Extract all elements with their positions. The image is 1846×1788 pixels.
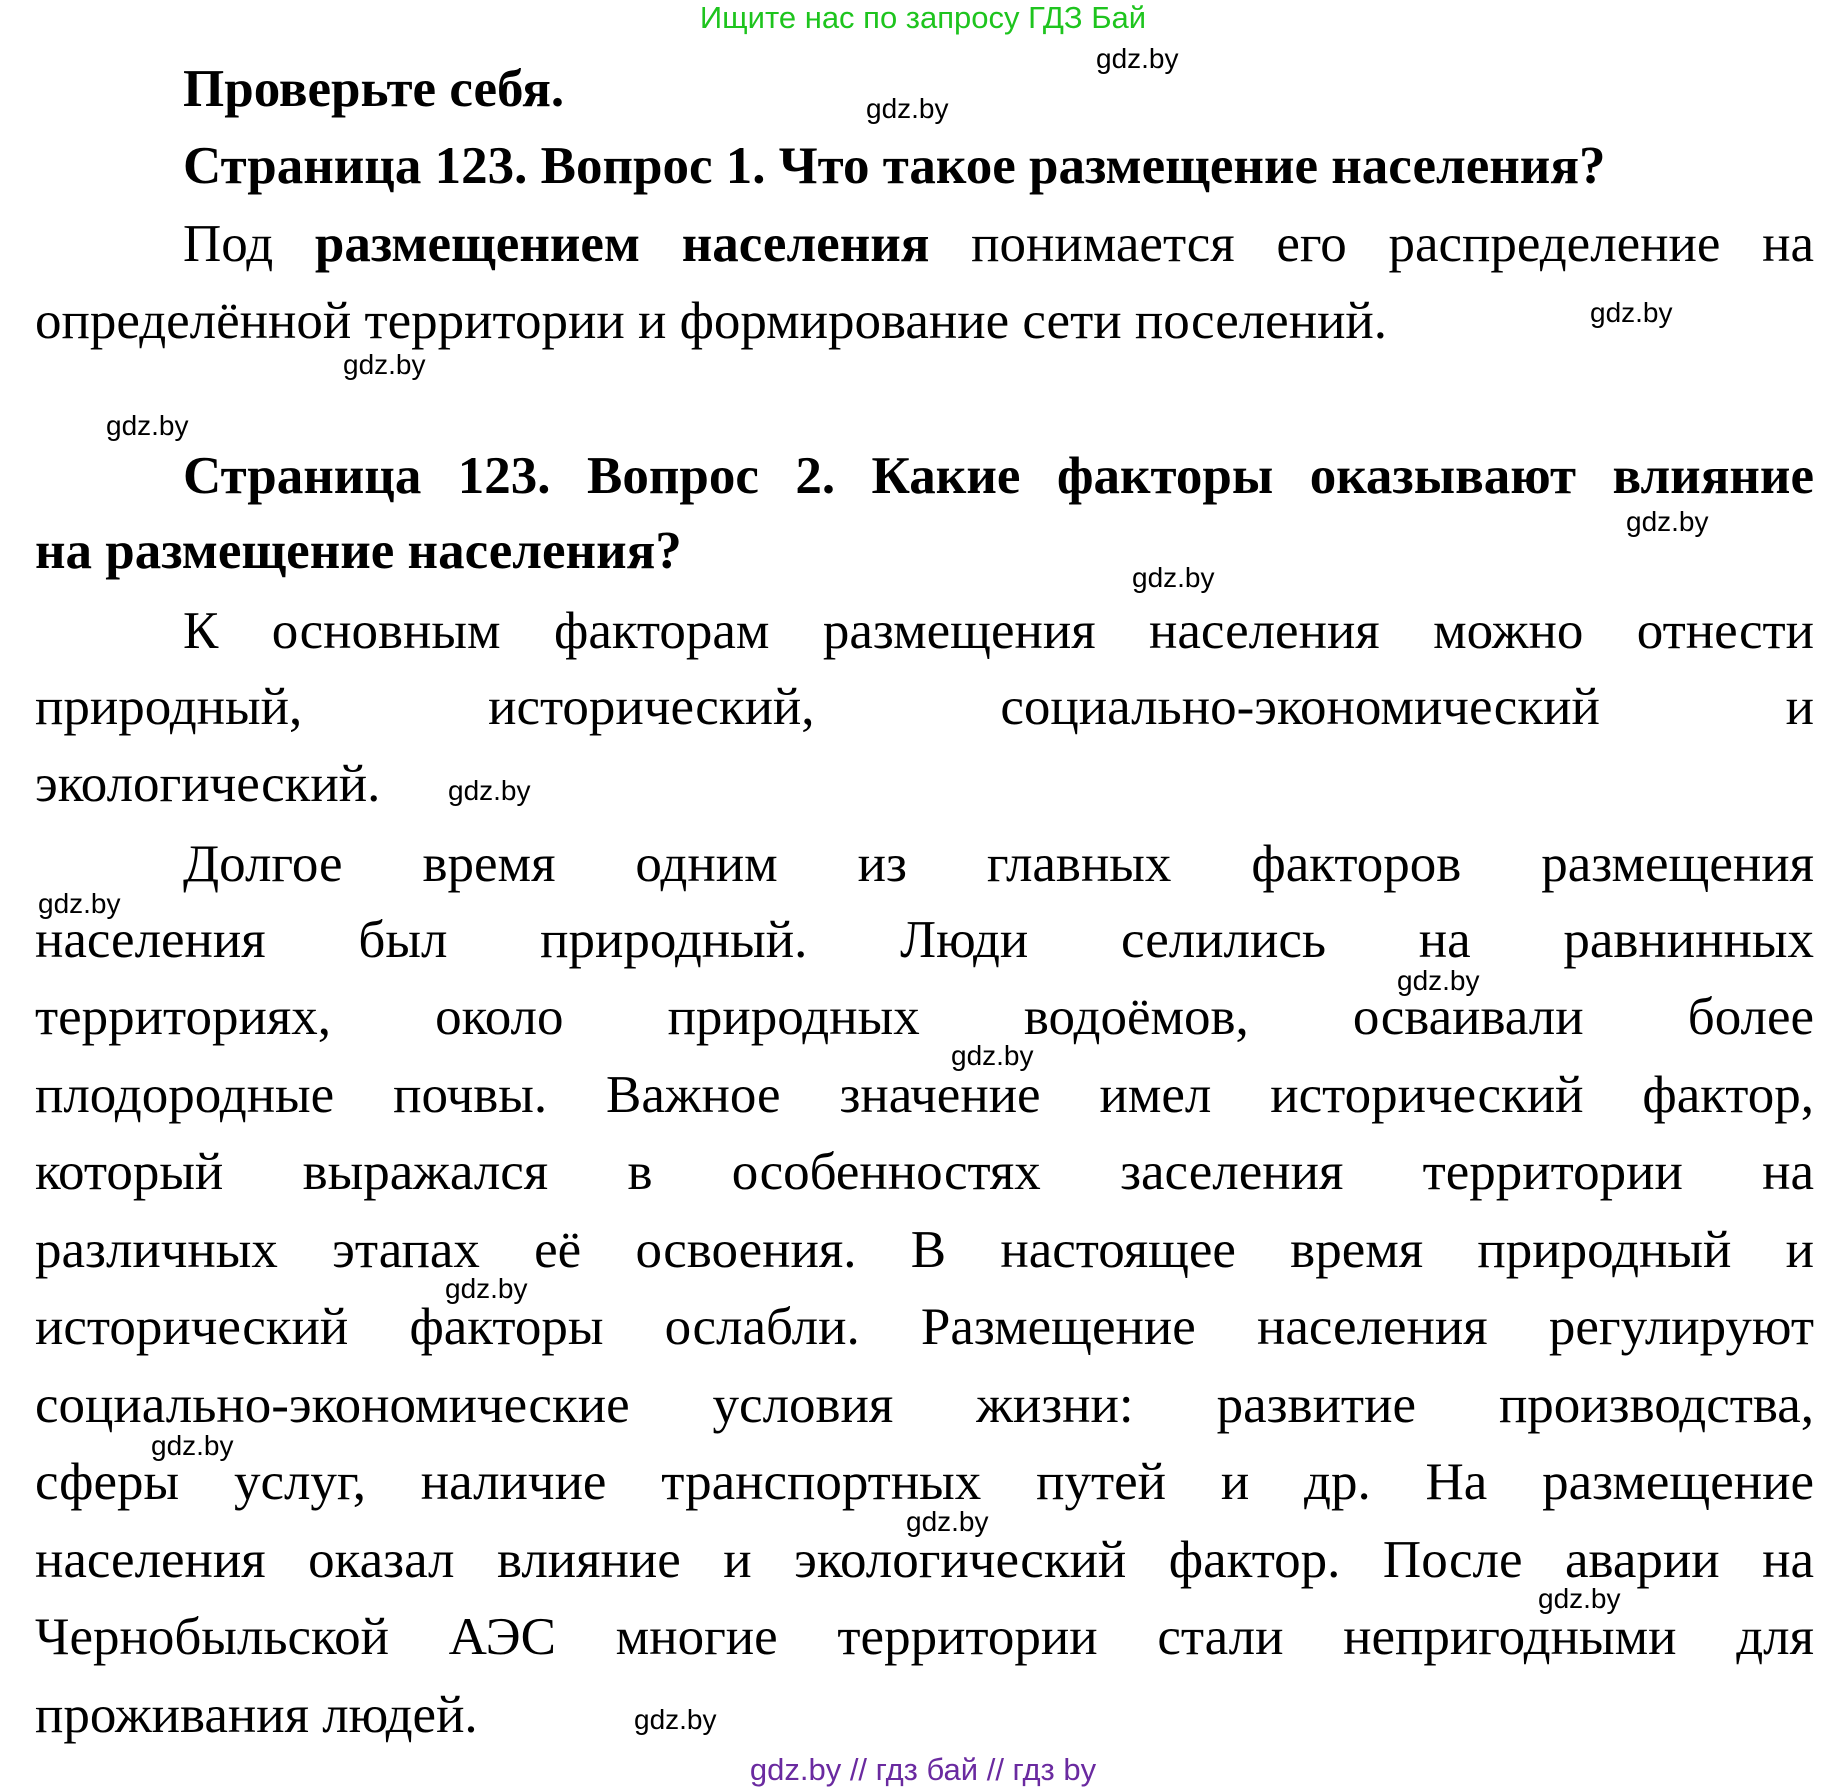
answer-2-line: экологический. [35, 755, 381, 813]
answer-2-line: сферы услуг, наличие транспортных путей и др. На размещение [35, 1453, 1814, 1511]
answer-text-bold: размещением населения [314, 215, 930, 273]
watermark: gdz.by [448, 775, 531, 806]
watermark: gdz.by [1590, 297, 1673, 328]
watermark: gdz.by [445, 1273, 528, 1304]
answer-2-line: Долгое время одним из главных факторов размещения [183, 835, 1814, 893]
answer-2-line: социально-экономические условия жизни: развитие производства, [35, 1376, 1814, 1434]
watermark: gdz.by [1397, 965, 1480, 996]
answer-text-post: понимается его распределение на [929, 215, 1814, 273]
question-2-heading: на размещение населения? [35, 522, 682, 580]
answer-2-line: населения оказал влияние и экологический фактор. После аварии на [35, 1531, 1814, 1589]
answer-1-line: определённой территории и формирование сети поселений. [35, 292, 1388, 350]
answer-text-pre: Под [183, 215, 315, 273]
answer-2-line: населения был природный. Люди селились на равнинных [35, 911, 1814, 969]
watermark: gdz.by [1538, 1583, 1621, 1614]
watermark: gdz.by [906, 1506, 989, 1537]
watermark: gdz.by [106, 410, 189, 441]
answer-2-line: Чернобыльской АЭС многие территории стали непригодными для [35, 1608, 1814, 1666]
watermark: gdz.by [866, 93, 949, 124]
answer-2-line: К основным факторам размещения населения можно отнести [183, 602, 1814, 660]
page-title: Проверьте себя. [183, 60, 565, 118]
answer-2-line: исторический факторы ослабли. Размещение населения регулируют [35, 1298, 1814, 1356]
watermark: gdz.by [634, 1704, 717, 1735]
answer-2-line: различных этапах её освоения. В настоящее время природный и [35, 1221, 1814, 1279]
answer-2-line: природный, исторический, социально-экономический и [35, 678, 1814, 736]
question-1-heading: Страница 123. Вопрос 1. Что такое размещение населения? [183, 137, 1606, 195]
watermark: gdz.by [151, 1430, 234, 1461]
watermark: gdz.by [38, 888, 121, 919]
watermark: gdz.by [1132, 562, 1215, 593]
watermark: gdz.by [1096, 43, 1179, 74]
answer-2-line: плодородные почвы. Важное значение имел исторический фактор, [35, 1066, 1814, 1124]
watermark: gdz.by [951, 1040, 1034, 1071]
answer-2-line: который выражался в особенностях заселения территории на [35, 1143, 1814, 1201]
footer-banner: gdz.by // гдз бай // гдз by [749, 1752, 1097, 1787]
watermark: gdz.by [343, 349, 426, 380]
search-hint-banner: Ищите нас по запросу ГДЗ Бай [699, 0, 1147, 35]
answer-2-line: территориях, около природных водоёмов, осваивали более [35, 988, 1814, 1046]
watermark: gdz.by [1626, 506, 1709, 537]
question-2-heading: Страница 123. Вопрос 2. Какие факторы оказывают влияние [183, 447, 1814, 505]
answer-1-line [183, 205, 1814, 283]
answer-2-line: проживания людей. [35, 1686, 478, 1744]
